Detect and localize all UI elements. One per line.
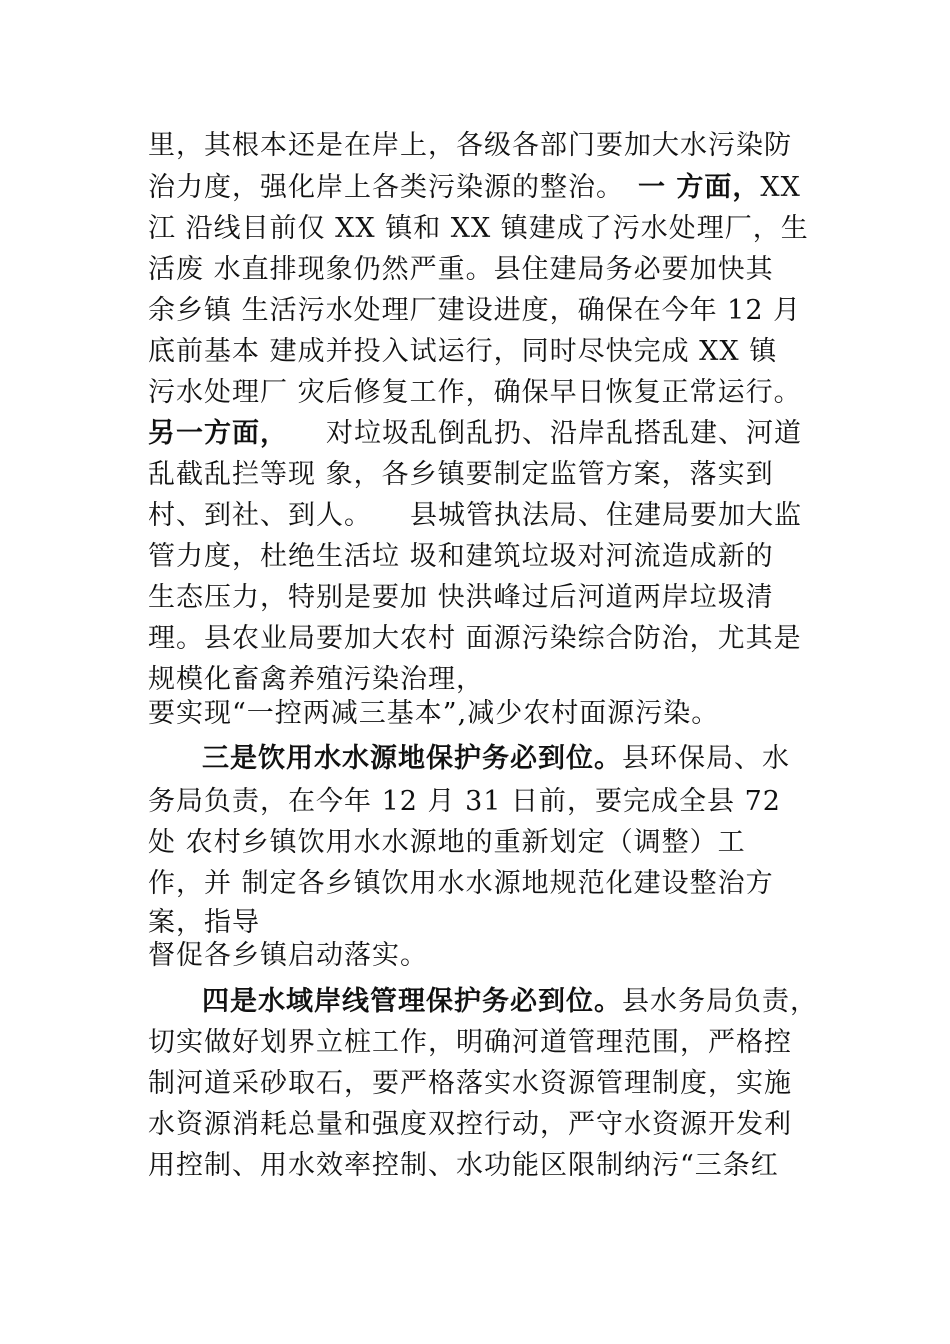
text-line [148, 905, 260, 941]
text-line [148, 211, 809, 247]
text: 乱截乱拦等现 象，各乡镇要制定监管方案，落实到 [148, 459, 774, 490]
text-line [148, 416, 802, 452]
text-line [148, 621, 802, 657]
text-line [148, 1148, 779, 1184]
text: 县环保局、水 [622, 743, 790, 774]
text: 处 农村乡镇饮用水水源地的重新划定（调整）工 [148, 827, 746, 858]
text-line [148, 580, 774, 616]
text: 务局负责，在今年 12 月 31 日前，要完成全县 72 [148, 786, 781, 817]
text-line [202, 984, 818, 1020]
text-line [148, 170, 801, 206]
text: 用控制、用水效率控制、水功能区限制纳污“三条红 [148, 1150, 779, 1181]
text: 底前基本 建成并投入试运行，同时尽快完成 XX 镇 [148, 336, 778, 367]
text: 污水处理厂 灾后修复工作，确保早日恢复正常运行。 [148, 377, 802, 408]
text-line [148, 252, 774, 288]
text-line [148, 539, 774, 575]
text: 督促各乡镇启动落实。 [148, 940, 428, 971]
paragraph-heading: 三是饮用水水源地保护务必到位。 [202, 743, 622, 774]
text: XX [760, 172, 801, 203]
bold-text: 另一方面， [148, 418, 288, 449]
text: 规模化畜禽养殖污染治理， [148, 664, 484, 695]
text-line [148, 334, 777, 370]
text-line [148, 938, 428, 974]
text: 案，指导 [148, 907, 260, 938]
paragraph-heading: 四是水域岸线管理保护务必到位。 [202, 986, 622, 1017]
text: 余乡镇 生活污水处理厂建设进度，确保在今年 12 月 [148, 295, 802, 326]
text-line [148, 1025, 792, 1061]
text-line [148, 866, 774, 902]
text-line [148, 1066, 792, 1102]
text: 作，并 制定各乡镇饮用水水源地规范化建设整治方 [148, 868, 774, 899]
text: 村、到社、到人。 [148, 500, 372, 531]
text: 治力度，强化岸上各类污染源的整治。 [148, 172, 624, 203]
text-line [202, 741, 790, 777]
text-line [148, 662, 484, 698]
text: 里，其根本还是在岸上，各级各部门要加大水污染防 [148, 130, 792, 161]
text-line [148, 498, 802, 534]
text: 水资源消耗总量和强度双控行动，严守水资源开发利 [148, 1109, 792, 1140]
text-line [148, 1107, 792, 1143]
text: 江 沿线目前仅 XX 镇和 XX 镇建成了污水处理厂，生 [148, 213, 809, 244]
text: 理。县农业局要加大农村 面源污染综合防治，尤其是 [148, 623, 802, 654]
text: 对垃圾乱倒乱扔、沿岸乱搭乱建、河道 [326, 418, 802, 449]
text-line [148, 696, 719, 732]
text: 县水务局负责， [622, 986, 818, 1017]
text-line [148, 375, 802, 411]
text: 制河道采砂取石，要严格落实水资源管理制度，实施 [148, 1068, 792, 1099]
text: 活废 水直排现象仍然严重。县住建局务必要加快其 [148, 254, 774, 285]
text: 要实现“一控两减三基本”,减少农村面源污染。 [148, 698, 720, 729]
text-line [148, 784, 781, 820]
text: 生态压力，特别是要加 快洪峰过后河道两岸垃圾清 [148, 582, 774, 613]
text: 切实做好划界立桩工作，明确河道管理范围，严格控 [148, 1027, 792, 1058]
text-line [148, 293, 801, 329]
text-line [148, 825, 746, 861]
text-line [148, 457, 774, 493]
text-line [148, 128, 792, 164]
text: 县城管执法局、住建局要加大监 [410, 500, 802, 531]
bold-text: 一 方面， [638, 172, 761, 203]
text: 管力度，杜绝生活垃 圾和建筑垃圾对河流造成新的 [148, 541, 774, 572]
